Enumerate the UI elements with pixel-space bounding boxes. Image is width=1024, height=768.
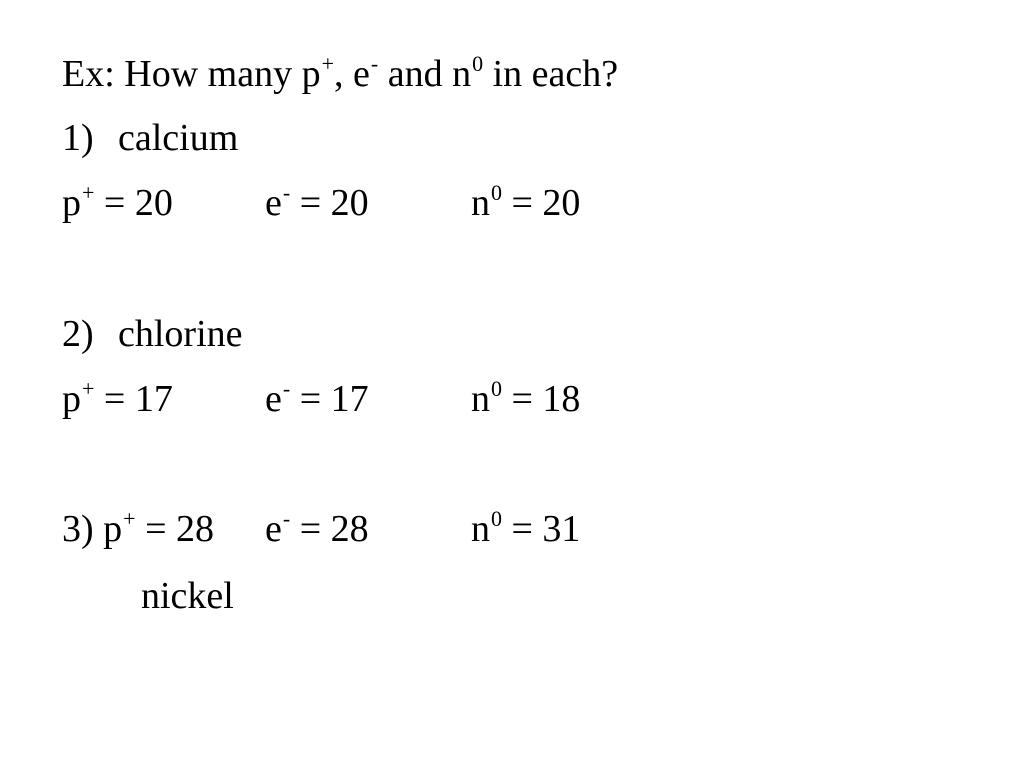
neutrons-sup: 0 xyxy=(491,506,502,531)
item-3-neutrons xyxy=(471,506,581,550)
item-2-protons xyxy=(62,376,173,420)
heading-text-mid2: and n xyxy=(378,53,472,95)
protons-value: = 28 xyxy=(135,508,215,550)
item-1-values xyxy=(62,180,762,224)
electrons-value: = 17 xyxy=(290,378,369,420)
item-1-protons xyxy=(62,180,173,224)
item-1-electrons xyxy=(265,180,369,224)
protons-label: p xyxy=(62,378,81,420)
neutrons-label: n xyxy=(471,508,490,550)
protons-sup: + xyxy=(82,180,95,205)
heading-text-pre: Ex: How many p xyxy=(62,53,321,95)
item-3-protons xyxy=(62,506,215,550)
item-1-element: calcium xyxy=(118,117,239,159)
item-3-number: 3) xyxy=(62,508,104,550)
heading-sup-plus: + xyxy=(321,51,334,76)
item-1-neutrons xyxy=(471,180,581,224)
protons-label: p xyxy=(103,508,123,550)
neutrons-sup: 0 xyxy=(491,180,502,205)
slide-heading xyxy=(62,51,619,95)
item-3-element: nickel xyxy=(141,575,234,617)
electrons-label: e xyxy=(265,182,282,224)
neutrons-value: = 31 xyxy=(502,508,581,550)
item-3-electrons xyxy=(265,506,369,550)
item-2-neutrons xyxy=(471,376,581,420)
item-1-title xyxy=(62,119,238,157)
electrons-sup: - xyxy=(282,506,291,531)
heading-sup-minus: - xyxy=(370,51,379,76)
protons-sup: + xyxy=(82,376,95,401)
item-3-values xyxy=(62,506,762,550)
electrons-sup: - xyxy=(282,376,291,401)
protons-label: p xyxy=(62,182,81,224)
neutrons-value: = 20 xyxy=(502,182,581,224)
neutrons-label: n xyxy=(471,182,490,224)
protons-sup: + xyxy=(123,506,136,531)
neutrons-label: n xyxy=(471,378,490,420)
item-2-electrons xyxy=(265,376,369,420)
neutrons-sup: 0 xyxy=(491,376,502,401)
heading-text-post: in each? xyxy=(483,53,619,95)
heading-text-mid1: , e xyxy=(334,53,370,95)
neutrons-value: = 18 xyxy=(502,378,581,420)
electrons-sup: - xyxy=(282,180,291,205)
electrons-label: e xyxy=(265,378,282,420)
item-2-number: 2) xyxy=(62,313,94,355)
item-2-element: chlorine xyxy=(118,313,243,355)
protons-value: = 17 xyxy=(94,378,173,420)
electrons-label: e xyxy=(265,508,282,550)
protons-value: = 20 xyxy=(94,182,173,224)
item-1-number: 1) xyxy=(62,117,94,159)
electrons-value: = 28 xyxy=(290,508,369,550)
item-2-values xyxy=(62,376,762,420)
heading-sup-zero: 0 xyxy=(472,51,484,76)
item-2-title xyxy=(62,315,243,353)
electrons-value: = 20 xyxy=(290,182,369,224)
